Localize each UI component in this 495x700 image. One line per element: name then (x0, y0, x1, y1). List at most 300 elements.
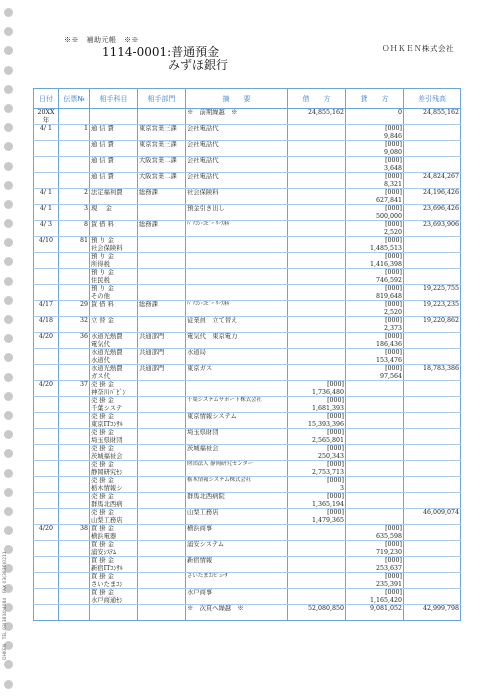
cell-balance (404, 333, 461, 349)
binder-hole (4, 8, 13, 17)
cell-counter-account (90, 509, 138, 525)
cell-description: 千葉システムサポート株式会社 (186, 397, 288, 413)
ledger-row (34, 429, 461, 445)
cell-date (34, 477, 59, 493)
cell-balance: 19,223,235 (404, 301, 461, 317)
ledger-header-row (34, 89, 461, 109)
cell-counter-account (90, 477, 138, 493)
ledger-row (34, 141, 461, 157)
cell-debit (288, 445, 346, 461)
cell-balance (404, 461, 461, 477)
company-name: ＯＨＫＥＮ株式会社 (382, 44, 454, 53)
cell-credit (346, 445, 404, 461)
cell-counter-dept: 総務課 (138, 301, 186, 317)
counter-sub-account-name: 栃木情報シ (91, 484, 123, 492)
ledger-row (34, 381, 461, 397)
cell-credit (346, 493, 404, 509)
cell-date: 4/20 (34, 525, 59, 541)
counter-sub-account-name: 社会保険料 (91, 244, 123, 252)
cell-voucher-no (59, 397, 90, 413)
cell-date: 4/ 3 (34, 221, 59, 237)
cell-voucher-no (59, 253, 90, 269)
cell-counter-account (90, 109, 138, 125)
cell-balance: 24,855,162 (404, 109, 461, 125)
cell-credit (346, 173, 404, 189)
cell-debit (288, 477, 346, 493)
debit-amount: 24,855,162 (307, 109, 344, 116)
counter-sub-account-name: 住民税 (91, 276, 110, 284)
binder-hole (4, 162, 13, 171)
binder-hole (4, 181, 13, 190)
cell-balance (404, 493, 461, 509)
counter-sub-account-name: ガス代 (91, 372, 110, 380)
counter-sub-account-name: 電気代 (91, 340, 110, 348)
cell-description: 浦安システム (186, 541, 288, 557)
binder-hole (4, 315, 13, 324)
ledger-row (34, 461, 461, 477)
counter-account-name: 賃 借 料 (91, 221, 114, 228)
cell-debit (288, 109, 346, 125)
counter-sub-account-name: 水道代 (91, 356, 110, 364)
cell-balance: 24,824,267 (404, 173, 461, 189)
counter-account-name: 買 掛 金 (91, 573, 114, 580)
cell-debit (288, 301, 346, 317)
binder-hole (4, 85, 13, 94)
cell-debit (288, 413, 346, 429)
credit-amount: [000] 2,520 (383, 301, 402, 316)
cell-description: 従業員 立て替え (186, 317, 288, 333)
debit-amount: 52,080,850 (307, 605, 344, 612)
credit-amount: [000] 500,000 (375, 205, 402, 220)
cell-date (34, 429, 59, 445)
counter-account-name: 売 掛 金 (91, 493, 114, 500)
binder-hole (4, 353, 13, 362)
cell-date: 20XX年 (34, 109, 59, 125)
cell-date (34, 285, 59, 301)
cell-date: 4/20 (34, 381, 59, 397)
cell-debit (288, 253, 346, 269)
credit-amount: [000] 2,520 (383, 221, 402, 236)
cell-voucher-no: 36 (59, 333, 90, 349)
cell-balance (404, 253, 461, 269)
cell-counter-dept (138, 509, 186, 525)
cell-debit (288, 221, 346, 237)
cell-credit (346, 573, 404, 589)
col-header-credit: 貸 方 (346, 89, 404, 109)
cell-counter-dept: 総務課 (138, 189, 186, 205)
cell-counter-dept: 大阪営業二課 (138, 173, 186, 189)
credit-amount: [000] 819,648 (375, 285, 402, 300)
ledger-row (34, 125, 461, 141)
credit-amount: [000] 719,230 (375, 541, 402, 556)
cell-voucher-no (59, 573, 90, 589)
cell-counter-dept (138, 237, 186, 253)
cell-date (34, 509, 59, 525)
cell-date: 4/10 (34, 237, 59, 253)
cell-counter-dept (138, 525, 186, 541)
counter-account-name: 売 掛 金 (91, 461, 114, 468)
cell-voucher-no (59, 285, 90, 301)
cell-description: 水戸商事 (186, 589, 288, 605)
cell-debit (288, 509, 346, 525)
cell-counter-dept: 共通部門 (138, 365, 186, 381)
binder-hole (4, 27, 13, 36)
cell-balance (404, 429, 461, 445)
cell-description: さいたまｺﾝﾋﾟｭｰﾀ (186, 573, 288, 589)
cell-description: 横浜商事 (186, 525, 288, 541)
ledger-row (34, 397, 461, 413)
ledger-row (34, 253, 461, 269)
credit-amount: [000] 1,485,513 (369, 237, 402, 252)
cell-counter-account (90, 333, 138, 349)
cell-counter-account (90, 141, 138, 157)
cell-description: 群馬北西病院 (186, 493, 288, 509)
cell-credit (346, 285, 404, 301)
cell-credit (346, 301, 404, 317)
cell-debit (288, 573, 346, 589)
cell-credit (346, 541, 404, 557)
cell-balance (404, 157, 461, 173)
cell-debit (288, 141, 346, 157)
cell-counter-account (90, 349, 138, 365)
binder-hole (4, 66, 13, 75)
cell-credit (346, 349, 404, 365)
counter-account-name: 賃 借 料 (91, 301, 114, 308)
cell-voucher-no: 1 (59, 125, 90, 141)
cell-counter-dept (138, 253, 186, 269)
cell-counter-dept: 大阪営業二課 (138, 157, 186, 173)
cell-balance (404, 141, 461, 157)
cell-counter-dept (138, 397, 186, 413)
cell-counter-dept: 共通部門 (138, 349, 186, 365)
cell-date (34, 349, 59, 365)
cell-description: ※ 前期繰越 ※ (186, 109, 288, 125)
ledger-row (34, 493, 461, 509)
cell-counter-dept (138, 317, 186, 333)
cell-credit (346, 397, 404, 413)
cell-voucher-no: 32 (59, 317, 90, 333)
cell-date (34, 173, 59, 189)
cell-counter-account (90, 317, 138, 333)
ledger-row (34, 365, 461, 381)
binder-hole (4, 334, 13, 343)
counter-sub-account-name: 神奈川ﾊﾞﾋﾞﾝ (91, 388, 126, 396)
cell-date: 4/20 (34, 333, 59, 349)
counter-account-name: 水道光熱費 (91, 333, 123, 340)
cell-voucher-no (59, 349, 90, 365)
cell-description: 社会保険料 (186, 189, 288, 205)
cell-counter-account (90, 237, 138, 253)
cell-balance (404, 557, 461, 573)
cell-balance: 46,009,074 (404, 509, 461, 525)
credit-amount: [000] 153,476 (375, 349, 402, 364)
cell-description: 新宿情報 (186, 557, 288, 573)
counter-account-name: 売 掛 金 (91, 413, 114, 420)
counter-account-name: 売 掛 金 (91, 381, 114, 388)
counter-account-name: 預 り 金 (91, 269, 114, 276)
col-header-voucher-no: 伝票№ (59, 89, 90, 109)
cell-voucher-no (59, 605, 90, 621)
cell-balance (404, 573, 461, 589)
credit-amount: [000] 635,598 (375, 525, 402, 540)
cell-voucher-no (59, 157, 90, 173)
cell-description: 財団法人 静岡研究センター (186, 461, 288, 477)
cell-credit (346, 557, 404, 573)
cell-balance (404, 413, 461, 429)
cell-debit (288, 285, 346, 301)
cell-counter-account (90, 221, 138, 237)
ledger-row (34, 205, 461, 221)
cell-debit (288, 429, 346, 445)
credit-amount: [000] 1,165,420 (369, 589, 402, 604)
cell-counter-account (90, 461, 138, 477)
ledger-row (34, 109, 461, 125)
credit-amount: [000] 1,416,398 (369, 253, 402, 268)
cell-counter-account (90, 173, 138, 189)
cell-debit (288, 493, 346, 509)
cell-counter-account (90, 301, 138, 317)
debit-amount: [000] 1,365,194 (311, 493, 344, 508)
cell-debit (288, 237, 346, 253)
counter-account-name: 売 掛 金 (91, 477, 114, 484)
cell-voucher-no: 37 (59, 381, 90, 397)
cell-date (34, 253, 59, 269)
cell-counter-dept (138, 461, 186, 477)
cell-credit (346, 509, 404, 525)
cell-counter-account (90, 445, 138, 461)
ledger-table (33, 88, 461, 621)
credit-amount: [000] 9,080 (383, 141, 402, 156)
cell-counter-account (90, 589, 138, 605)
cell-description: 東京ガス (186, 365, 288, 381)
ledger-row (34, 189, 461, 205)
credit-amount: [000] 3,648 (383, 157, 402, 172)
cell-debit (288, 157, 346, 173)
counter-account-name: 売 掛 金 (91, 445, 114, 452)
cell-credit (346, 477, 404, 493)
cell-voucher-no (59, 445, 90, 461)
counter-sub-account-name: 新宿ITｺﾝｻﾙ (91, 564, 123, 572)
counter-account-name: 通 信 費 (91, 157, 114, 164)
binder-hole (4, 277, 13, 286)
counter-account-name: 預 り 金 (91, 285, 114, 292)
cell-date (34, 365, 59, 381)
cell-debit (288, 125, 346, 141)
cell-description: 預金引き出し (186, 205, 288, 221)
counter-sub-account-name: 横浜電器 (91, 532, 117, 540)
counter-sub-account-name: さいたまｺﾝ (91, 580, 123, 588)
binder-hole (4, 296, 13, 305)
cell-debit (288, 365, 346, 381)
cell-date (34, 493, 59, 509)
cell-debit (288, 381, 346, 397)
cell-counter-account (90, 205, 138, 221)
cell-credit (346, 381, 404, 397)
cell-voucher-no: 38 (59, 525, 90, 541)
cell-balance (404, 445, 461, 461)
binder-hole (4, 104, 13, 113)
credit-amount: 9,081,052 (369, 605, 402, 612)
credit-amount: [000] 97,564 (379, 365, 402, 380)
cell-balance (404, 349, 461, 365)
cell-description: 会社電話代 (186, 141, 288, 157)
binder-hole (4, 219, 13, 228)
cell-description: 会社電話代 (186, 125, 288, 141)
cell-date (34, 269, 59, 285)
counter-sub-account-name: 東京ITｺﾝｻﾙ (91, 420, 123, 428)
counter-sub-account-name: その他 (91, 292, 110, 300)
cell-voucher-no (59, 509, 90, 525)
cell-date (34, 157, 59, 173)
ledger-row (34, 237, 461, 253)
cell-voucher-no (59, 429, 90, 445)
cell-voucher-no (59, 477, 90, 493)
cell-counter-dept (138, 205, 186, 221)
col-header-counter-dept: 相手部門 (138, 89, 186, 109)
cell-description: ※ 次頁へ繰越 ※ (186, 605, 288, 621)
counter-sub-account-name: 埼玉県財団 (91, 436, 123, 444)
binder-hole (4, 680, 13, 689)
cell-counter-dept (138, 269, 186, 285)
cell-description: 水道局 (186, 349, 288, 365)
cell-counter-account (90, 573, 138, 589)
cell-balance (404, 125, 461, 141)
cell-balance: 19,220,862 (404, 317, 461, 333)
cell-counter-dept: 共通部門 (138, 333, 186, 349)
cell-credit (346, 221, 404, 237)
cell-voucher-no (59, 461, 90, 477)
cell-counter-account (90, 541, 138, 557)
counter-account-name: 通 信 費 (91, 141, 114, 148)
binder-hole (4, 257, 13, 266)
cell-counter-account (90, 189, 138, 205)
counter-account-name: 売 掛 金 (91, 429, 114, 436)
sub-account-name: みずほ銀行 (168, 58, 229, 72)
credit-amount: [000] 8,321 (383, 173, 402, 188)
cell-date: 4/ 1 (34, 125, 59, 141)
counter-account-name: 預 り 金 (91, 237, 114, 244)
cell-voucher-no (59, 269, 90, 285)
counter-account-name: 通 信 費 (91, 125, 114, 132)
cell-date (34, 557, 59, 573)
col-header-debit: 借 方 (288, 89, 346, 109)
counter-account-name: 売 掛 金 (91, 397, 114, 404)
cell-credit (346, 525, 404, 541)
counter-sub-account-name: 千葉システ (91, 404, 123, 412)
cell-description (186, 237, 288, 253)
cell-credit (346, 605, 404, 621)
ledger-row (34, 605, 461, 621)
counter-account-name: 預 り 金 (91, 253, 114, 260)
counter-account-name: 買 掛 金 (91, 525, 114, 532)
cell-debit (288, 525, 346, 541)
cell-voucher-no: 8 (59, 221, 90, 237)
binder-hole (4, 46, 13, 55)
cell-counter-account (90, 429, 138, 445)
ledger-row (34, 445, 461, 461)
cell-date (34, 413, 59, 429)
cell-date: 4/ 1 (34, 205, 59, 221)
credit-amount: [000] 9,846 (383, 125, 402, 140)
cell-credit (346, 157, 404, 173)
cell-counter-account (90, 493, 138, 509)
credit-amount: [000] 253,637 (375, 557, 402, 572)
cell-debit (288, 269, 346, 285)
cell-counter-account (90, 525, 138, 541)
cell-voucher-no: 3 (59, 205, 90, 221)
cell-description (186, 253, 288, 269)
cell-counter-account (90, 397, 138, 413)
cell-counter-account (90, 557, 138, 573)
cell-voucher-no (59, 493, 90, 509)
cell-debit (288, 461, 346, 477)
cell-description: ﾊﾟｿｺﾝ･ｺﾋﾟｰ ﾘｰｽ料 (186, 301, 288, 317)
credit-amount: [000] 186,436 (375, 333, 402, 348)
col-header-date: 日付 (34, 89, 59, 109)
cell-debit (288, 317, 346, 333)
cell-date (34, 397, 59, 413)
cell-description: 電気代 東京電力 (186, 333, 288, 349)
counter-sub-account-name: 浦安ｼｽﾃﾑ (91, 548, 117, 556)
ledger-row (34, 173, 461, 189)
ledger-row (34, 477, 461, 493)
ledger-row (34, 589, 461, 605)
cell-description: 会社電話代 (186, 173, 288, 189)
cell-credit (346, 189, 404, 205)
cell-debit (288, 349, 346, 365)
binder-hole (4, 660, 13, 669)
col-header-description: 摘 要 (186, 89, 288, 109)
cell-credit (346, 333, 404, 349)
cell-counter-dept: 東京営業三課 (138, 125, 186, 141)
cell-debit (288, 189, 346, 205)
ledger-row (34, 509, 461, 525)
cell-counter-dept: 東京営業三課 (138, 141, 186, 157)
cell-voucher-no (59, 141, 90, 157)
cell-debit (288, 397, 346, 413)
cell-counter-dept (138, 477, 186, 493)
cell-counter-account (90, 125, 138, 141)
cell-counter-dept (138, 413, 186, 429)
account-title: 1114-0001:普通預金 (102, 45, 220, 59)
cell-credit (346, 461, 404, 477)
cell-voucher-no (59, 589, 90, 605)
cell-counter-dept: 総務課 (138, 221, 186, 237)
counter-account-name: 買 掛 金 (91, 557, 114, 564)
cell-credit (346, 317, 404, 333)
ledger-row (34, 557, 461, 573)
cell-balance (404, 477, 461, 493)
debit-amount: [000] 2,753,713 (311, 461, 344, 476)
ledger-row (34, 541, 461, 557)
ledger-row (34, 157, 461, 173)
side-print-text: OHKEN TEL 03(3834)4084 FAX 03(3836)0211 (3, 551, 8, 660)
cell-credit (346, 589, 404, 605)
cell-balance: 23,696,426 (404, 205, 461, 221)
cell-debit (288, 205, 346, 221)
cell-description: 東京情報システム (186, 413, 288, 429)
col-header-counter-account: 相手科目 (90, 89, 138, 109)
cell-counter-dept (138, 557, 186, 573)
cell-counter-dept (138, 429, 186, 445)
credit-amount: [000] 746,592 (375, 269, 402, 284)
counter-account-name: 立 替 金 (91, 317, 114, 324)
cell-date: 4/17 (34, 301, 59, 317)
cell-balance: 19,225,755 (404, 285, 461, 301)
debit-amount: [000] 3 (327, 477, 344, 492)
counter-account-name: 現 金 (91, 205, 112, 212)
credit-amount: 0 (397, 109, 402, 116)
